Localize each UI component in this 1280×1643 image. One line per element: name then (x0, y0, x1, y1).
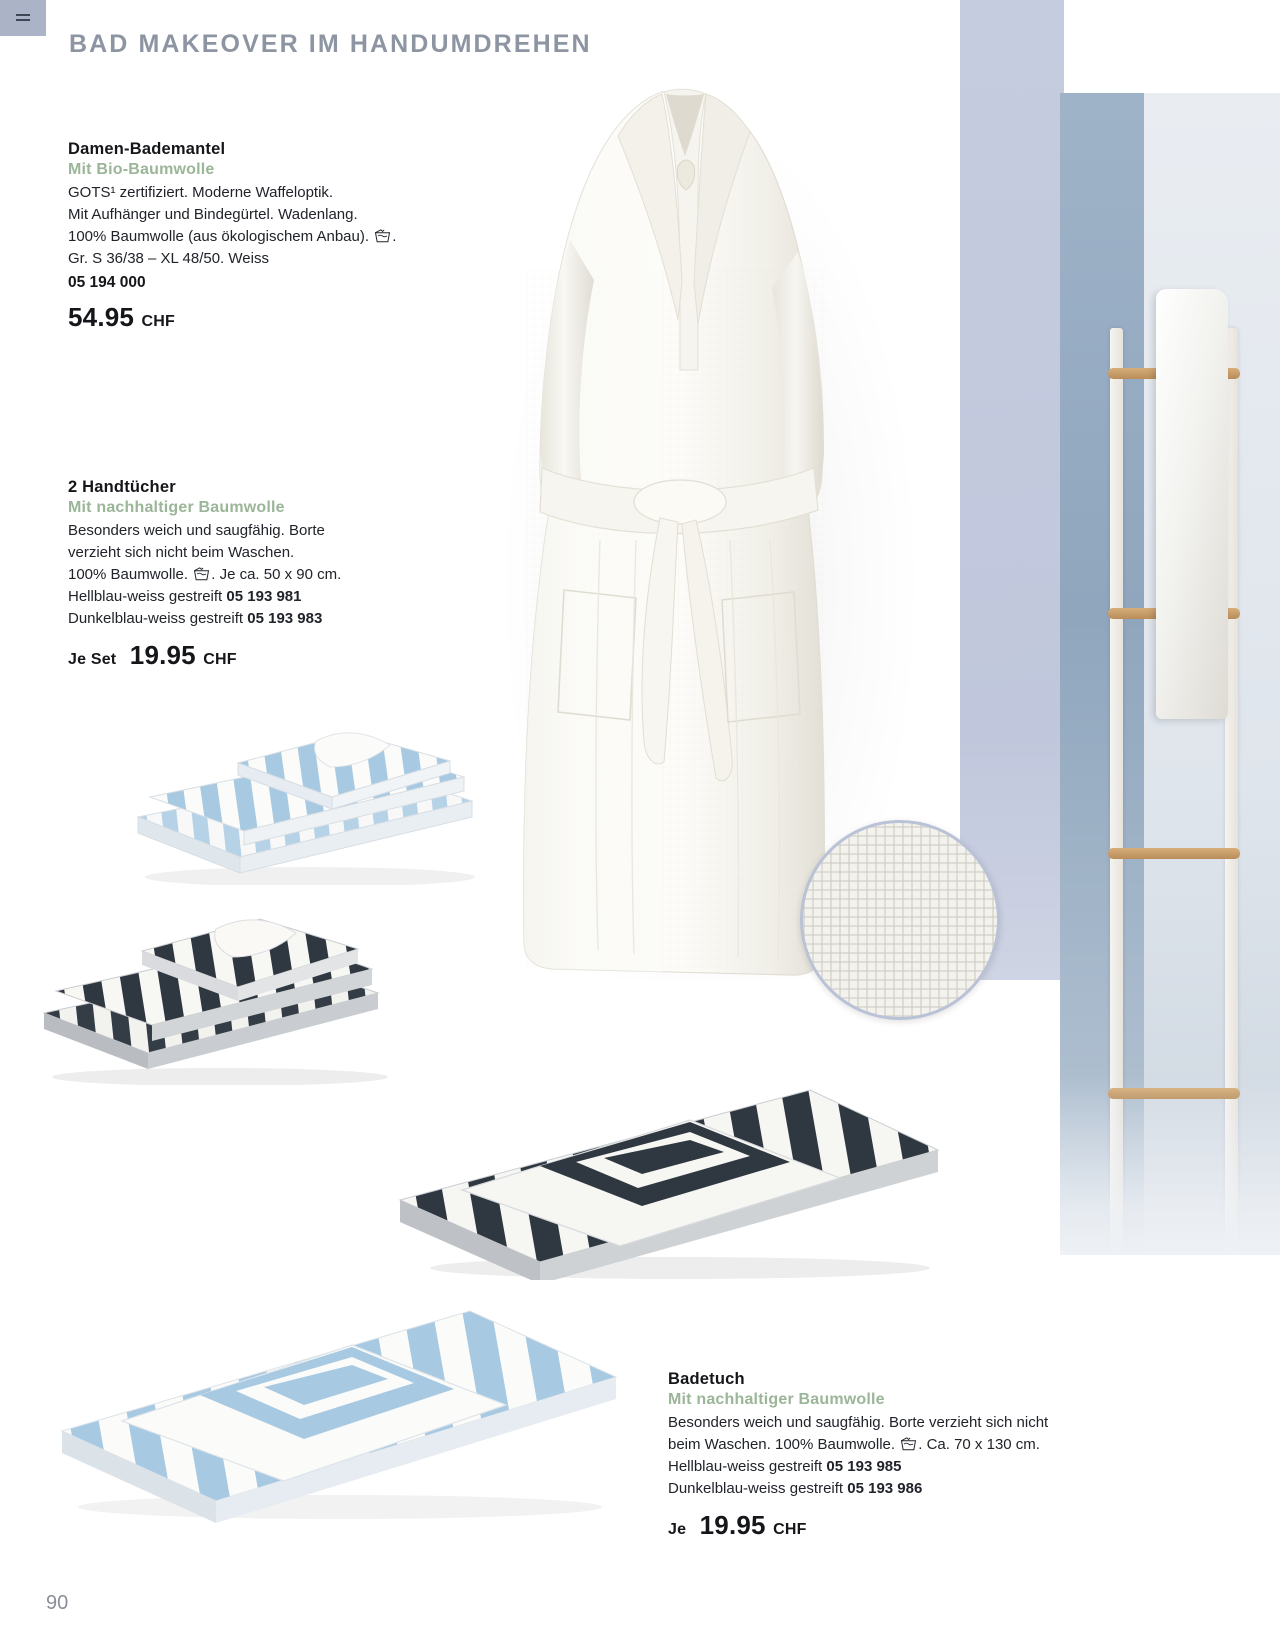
light-blue-towel-stack-image (120, 705, 490, 885)
product-handtuecher-text (68, 478, 488, 671)
variant-label: Dunkelblau-weiss gestreift (668, 1480, 844, 1497)
description-line (668, 1434, 1188, 1456)
description-text: . Je ca. 50 x 90 cm. (211, 566, 342, 583)
description-text: . Ca. 70 x 130 cm. (918, 1436, 1040, 1453)
price-currency: CHF (203, 651, 237, 668)
product-price (68, 302, 488, 333)
page-title: BAD MAKEOVER IM HANDUMDREHEN (69, 30, 592, 58)
article-number: 05 194 000 (68, 274, 146, 291)
lifestyle-photo (1060, 93, 1280, 1255)
price-currency: CHF (773, 1521, 807, 1538)
price-prefix: Je Set (68, 651, 117, 668)
dark-blue-towel-stack (30, 895, 400, 1085)
photo-bottom-fade (1060, 1075, 1280, 1255)
fabric-detail-zoom (800, 820, 1000, 1020)
product-title: Damen-Bademantel (68, 140, 226, 158)
price-prefix: Je (668, 1521, 687, 1538)
description-line (68, 226, 488, 248)
price-currency: CHF (141, 313, 175, 330)
product-description (668, 1412, 1188, 1500)
variant-article: 05 193 981 (226, 588, 302, 605)
product-title: 2 Handtücher (68, 478, 176, 496)
variant-article: 05 193 983 (247, 610, 323, 627)
light-blue-towel-stack (120, 705, 490, 885)
light-blue-bath-towel-image (40, 1255, 640, 1525)
description-line (68, 564, 488, 586)
description-line: Besonders weich und saugfähig. Borte verzieht sich nicht (668, 1414, 1049, 1431)
light-blue-bath-towel (40, 1255, 640, 1525)
dark-blue-towel-stack-image (30, 895, 400, 1085)
page-number: 90 (46, 1592, 69, 1614)
description-text: beim Waschen. 100% Baumwolle. (668, 1436, 896, 1453)
chapter-marker (0, 0, 46, 36)
wash-care-icon (900, 1437, 917, 1451)
product-bathrobe-text (68, 140, 488, 333)
ladder-rung (1108, 848, 1240, 859)
product-subtitle: Mit nachhaltiger Baumwolle (668, 1391, 885, 1408)
description-line: verzieht sich nicht beim Waschen. (68, 544, 295, 561)
product-price (668, 1510, 1188, 1541)
variant-line (68, 586, 488, 608)
product-description (68, 520, 488, 630)
product-subtitle: Mit nachhaltiger Baumwolle (68, 499, 285, 516)
description-line: GOTS¹ zertifiziert. Moderne Waffeloptik. (68, 184, 334, 201)
description-text: 100% Baumwolle (aus ökologischem Anbau). (68, 228, 370, 245)
description-line: Mit Aufhänger und Bindegürtel. Wadenlang. (68, 206, 358, 223)
dark-blue-bath-towel-image (390, 1050, 950, 1280)
variant-line (668, 1456, 1188, 1478)
variant-label: Hellblau-weiss gestreift (668, 1458, 823, 1475)
wash-care-icon (193, 567, 210, 581)
variant-article: 05 193 985 (826, 1458, 902, 1475)
hanging-towel (1156, 289, 1228, 719)
wash-care-icon (374, 229, 391, 243)
dark-blue-bath-towel (390, 1050, 950, 1280)
product-badetuch-text (668, 1370, 1188, 1541)
price-value: 19.95 (699, 1510, 766, 1540)
description-text: 100% Baumwolle. (68, 566, 189, 583)
chapter-marker-line-icon (16, 14, 30, 16)
price-value: 19.95 (129, 640, 196, 670)
description-line: Gr. S 36/38 – XL 48/50. Weiss (68, 250, 269, 267)
chapter-marker-line-icon (16, 19, 30, 21)
description-text: . (392, 228, 397, 245)
variant-line (68, 608, 488, 630)
variant-label: Dunkelblau-weiss gestreift (68, 610, 244, 627)
variant-article: 05 193 986 (847, 1480, 923, 1497)
variant-line (668, 1478, 1188, 1500)
product-subtitle: Mit Bio-Baumwolle (68, 161, 215, 178)
product-price (68, 640, 488, 671)
product-description (68, 182, 488, 270)
product-title: Badetuch (668, 1370, 745, 1388)
description-line: Besonders weich und saugfähig. Borte (68, 522, 325, 539)
price-value: 54.95 (68, 302, 135, 332)
variant-label: Hellblau-weiss gestreift (68, 588, 223, 605)
